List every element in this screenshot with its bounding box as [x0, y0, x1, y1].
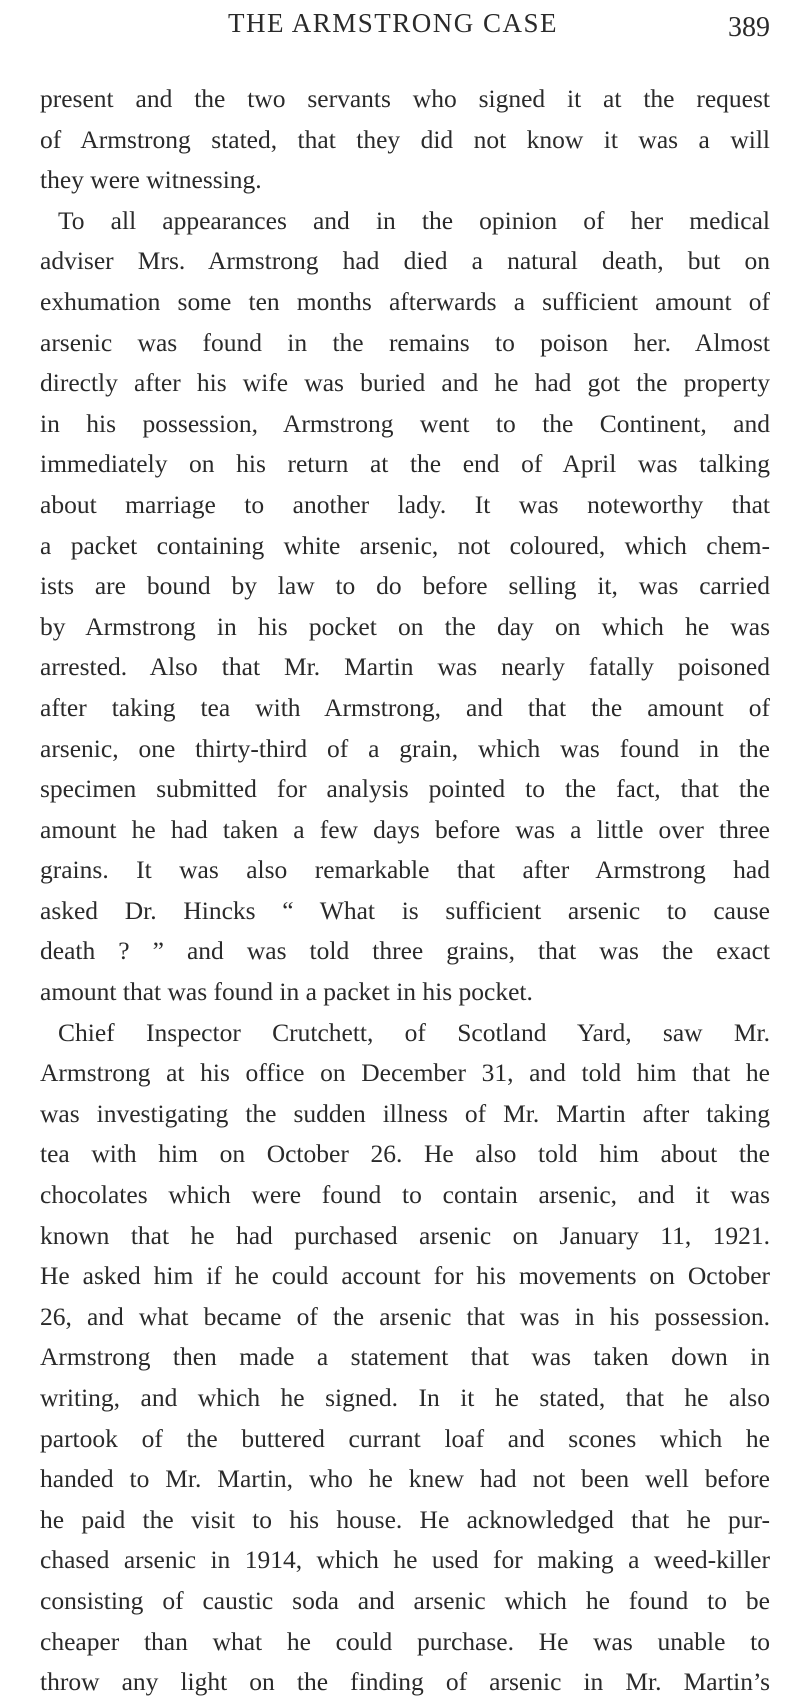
text-line: arsenic was found in the remains to poison her. Almost [40, 327, 770, 357]
text-line: immediately on his return at the end of April was talking [40, 449, 770, 479]
text-line: Armstrong then made a statement that was taken down in [40, 1342, 770, 1372]
text-line: chocolates which were found to contain arsenic, and it was [40, 1180, 770, 1210]
text-line: Chief Inspector Crutchett, of Scotland Yard, saw Mr. [58, 1017, 770, 1047]
text-line: of Armstrong stated, that they did not know it was a will [40, 124, 770, 154]
text-line: they were witnessing. [40, 165, 262, 195]
text-line: Armstrong at his office on December 31, and told him that he [40, 1058, 770, 1088]
text-line: asked Dr. Hincks “ What is sufficient arsenic to cause [40, 895, 770, 925]
text-line: about marriage to another lady. It was noteworthy that [40, 489, 770, 519]
chapter-title: THE ARMSTRONG CASE [228, 8, 559, 38]
text-line: exhumation some ten months afterwards a sufficient amount of [40, 286, 770, 316]
text-line: handed to Mr. Martin, who he knew had not been well before [40, 1464, 770, 1494]
text-line: partook of the buttered currant loaf and scones which he [40, 1423, 770, 1453]
page-number: 389 [728, 12, 770, 43]
text-line: known that he had purchased arsenic on January 11, 1921. [40, 1220, 770, 1250]
text-line: writing, and which he signed. In it he stated, that he also [40, 1383, 770, 1412]
text-line: a packet containing white arsenic, not coloured, which chem- [40, 530, 770, 560]
text-line: arsenic, one thirty-third of a grain, which was found in the [40, 733, 770, 763]
body-text [40, 79, 770, 1703]
text-line: tea with him on October 26. He also told him about the [40, 1139, 770, 1169]
text-line: amount that was found in a packet in his pocket. [40, 977, 533, 1007]
text-line: after taking tea with Armstrong, and that the amount of [40, 692, 770, 722]
text-line: by Armstrong in his pocket on the day on which he was [40, 611, 770, 641]
text-line: in his possession, Armstrong went to the Continent, and [40, 408, 770, 438]
text-line: cheaper than what he could purchase. He was unable to [40, 1626, 770, 1656]
text-line: grains. It was also remarkable that after Armstrong had [40, 855, 770, 885]
text-line: adviser Mrs. Armstrong had died a natural death, but on [40, 246, 770, 276]
text-line: chased arsenic in 1914, which he used for making a weed-killer [40, 1545, 770, 1575]
text-line: consisting of caustic soda and arsenic which he found to be [40, 1585, 770, 1615]
text-line: 26, and what became of the arsenic that was in his possession. [40, 1301, 770, 1331]
text-line: death ? ” and was told three grains, that was the exact [40, 936, 770, 966]
text-line: ists are bound by law to do before selling it, was carried [40, 571, 770, 601]
text-line: specimen submitted for analysis pointed to the fact, that the [40, 774, 770, 804]
text-line: He asked him if he could account for his movements on October [40, 1261, 770, 1291]
text-line: throw any light on the finding of arsenic in Mr. Martin’s [40, 1667, 770, 1697]
text-line: present and the two servants who signed it at the request [40, 84, 770, 113]
running-header [40, 2, 770, 62]
text-line: To all appearances and in the opinion of her medical [58, 205, 770, 235]
text-line: was investigating the sudden illness of Mr. Martin after taking [40, 1098, 770, 1128]
text-line: he paid the visit to his house. He acknowledged that he pur- [40, 1504, 770, 1534]
text-line: arrested. Also that Mr. Martin was nearly fatally poisoned [40, 652, 770, 682]
text-line: amount he had taken a few days before was a little over three [40, 814, 770, 844]
text-line: directly after his wife was buried and he had got the property [40, 368, 770, 398]
